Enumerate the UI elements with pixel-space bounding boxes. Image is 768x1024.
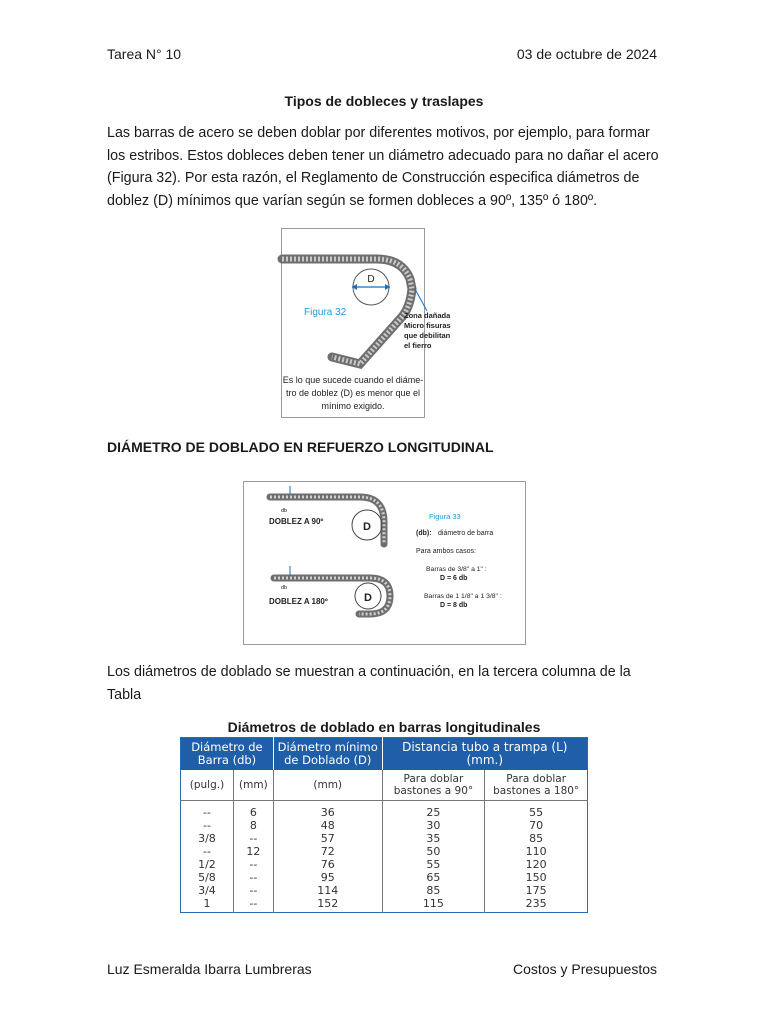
footer-author: Luz Esmeralda Ibarra Lumbreras <box>107 961 312 977</box>
table-row <box>181 897 588 913</box>
table-cell: 70 <box>529 819 544 832</box>
table-cell: 76 <box>273 858 382 871</box>
table-cell: 85 <box>529 832 544 845</box>
table-cell: 150 <box>525 871 547 884</box>
table-cell: 5/8 <box>181 871 234 884</box>
db-label-90: db <box>281 508 288 514</box>
table-row <box>181 801 588 820</box>
table-cell: 8 <box>233 819 273 832</box>
d-label: D <box>367 274 375 285</box>
table-cell: 85 <box>382 884 485 897</box>
zone-line-4: el fierro <box>404 341 432 350</box>
figure-33-label: Figura 33 <box>429 512 461 521</box>
zone-line-3: que debilitan <box>404 331 451 340</box>
table-cell: -- <box>181 801 234 820</box>
table-cell: -- <box>181 845 234 858</box>
table-row <box>181 819 588 832</box>
table-cell: 30 <box>382 819 485 832</box>
table-cell: 110 <box>525 845 547 858</box>
table-cell: 12 <box>233 845 273 858</box>
bend-180-label: DOBLEZ A 180º <box>269 597 328 606</box>
zone-line-1: Zona dañada <box>404 311 451 320</box>
table-cell: 6 <box>233 801 273 820</box>
header-min-diameter: Diámetro mínimo de Doblado (D) <box>273 738 382 771</box>
figure-32 <box>281 228 451 418</box>
table-row <box>181 858 588 871</box>
header-left: Tarea N° 10 <box>107 46 182 62</box>
db-definition-key: (db): <box>416 530 432 537</box>
table-row <box>181 871 588 884</box>
caption-line-2: tro de doblez (D) es menor que el <box>285 388 421 398</box>
table-cell: 25 <box>382 801 485 820</box>
case1-range: Barras de 3/8" a 1" : <box>426 566 487 573</box>
table-cell: 115 <box>382 897 485 913</box>
table-cell: 72 <box>273 845 382 858</box>
subheader-pulg: (pulg.) <box>181 770 234 801</box>
table-cell: 175 <box>525 884 547 897</box>
section-title: DIÁMETRO DE DOBLADO EN REFUERZO LONGITUDINAL <box>107 439 494 455</box>
table-row <box>181 884 588 897</box>
table-cell: 120 <box>525 858 547 871</box>
case1-value: D = 6 db <box>440 575 468 582</box>
footer-course: Costos y Presupuestos <box>513 961 657 977</box>
table-cell: 50 <box>382 845 485 858</box>
bend-90-label: DOBLEZ A 90º <box>269 517 324 526</box>
table-cell: 3/8 <box>181 832 234 845</box>
db-label-180: db <box>281 585 288 591</box>
damage-pointer <box>415 289 427 311</box>
table-cell: 55 <box>382 858 485 871</box>
table-cell: -- <box>233 897 273 913</box>
page-title: Tipos de dobleces y traslapes <box>284 93 484 109</box>
table-cell: 57 <box>273 832 382 845</box>
table-cell: 235 <box>525 897 547 910</box>
subheader-90: Para doblar bastones a 90° <box>382 770 485 801</box>
table-cell: -- <box>233 858 273 871</box>
table-cell: 48 <box>273 819 382 832</box>
case2-range: Barras de 1 1/8" a 1 3/8" : <box>424 593 502 600</box>
subheader-mm-d: (mm) <box>273 770 382 801</box>
table-cell: 114 <box>273 884 382 897</box>
header-date: 03 de octubre de 2024 <box>516 46 657 62</box>
both-cases-label: Para ambos casos: <box>416 548 476 555</box>
figure-32-drawing <box>282 229 451 417</box>
table-intro-paragraph: Los diámetros de doblado se muestran a continuación, en la tercera columna de la Tabla <box>107 664 631 703</box>
caption-line-1: Es lo que sucede cuando el diáme- <box>282 375 424 385</box>
subheader-180: Para doblar bastones a 180° <box>485 770 588 801</box>
table-cell: 3/4 <box>181 884 234 897</box>
table-cell: 1/2 <box>181 858 234 871</box>
figure-33 <box>243 481 526 645</box>
db-definition-text: diámetro de barra <box>438 530 494 537</box>
rebar-ribs <box>282 259 412 364</box>
d-label-90: D <box>363 521 371 533</box>
table-cell: -- <box>233 832 273 845</box>
case2-value: D = 8 db <box>440 602 468 609</box>
d-label-180: D <box>364 592 372 604</box>
table-cell: 36 <box>273 801 382 820</box>
table-cell: 35 <box>382 832 485 845</box>
table-title: Diámetros de doblado en barras longitudinales <box>227 719 541 735</box>
figure-32-label: Figura 32 <box>304 307 347 318</box>
header-distance: Distancia tubo a trampa (L) (mm.) <box>382 738 587 771</box>
table-cell: -- <box>233 871 273 884</box>
subheader-mm: (mm) <box>233 770 273 801</box>
table-row <box>181 832 588 845</box>
table-cell: 152 <box>273 897 382 913</box>
table-cell: 55 <box>529 806 544 819</box>
table-cell: 95 <box>273 871 382 884</box>
zone-line-2: Micro fisuras <box>404 321 451 330</box>
table-row <box>181 845 588 858</box>
caption-line-3: mínimo exigido. <box>321 401 385 411</box>
table-cell: -- <box>233 884 273 897</box>
intro-paragraph: Las barras de acero se deben doblar por diferentes motivos, por ejemplo, para formar los estribos. Estos dobleces deben tener un diámetro adecuado para no dañar el acero (Figura 32). Por esta razón, el Reglamento de Construcción especifica diámetros de doblez (D) mínimos que varían según se formen dobleces a 90º, 135º ó 180º. <box>107 125 659 209</box>
table-cell: 65 <box>382 871 485 884</box>
header-bar-diameter: Diámetro de Barra (db) <box>181 738 274 771</box>
table-cell: -- <box>181 819 234 832</box>
rebar-shape <box>282 259 412 364</box>
table-cell: 1 <box>181 897 234 913</box>
bend-diameter-table <box>180 737 588 913</box>
figure-33-drawing <box>244 482 525 644</box>
